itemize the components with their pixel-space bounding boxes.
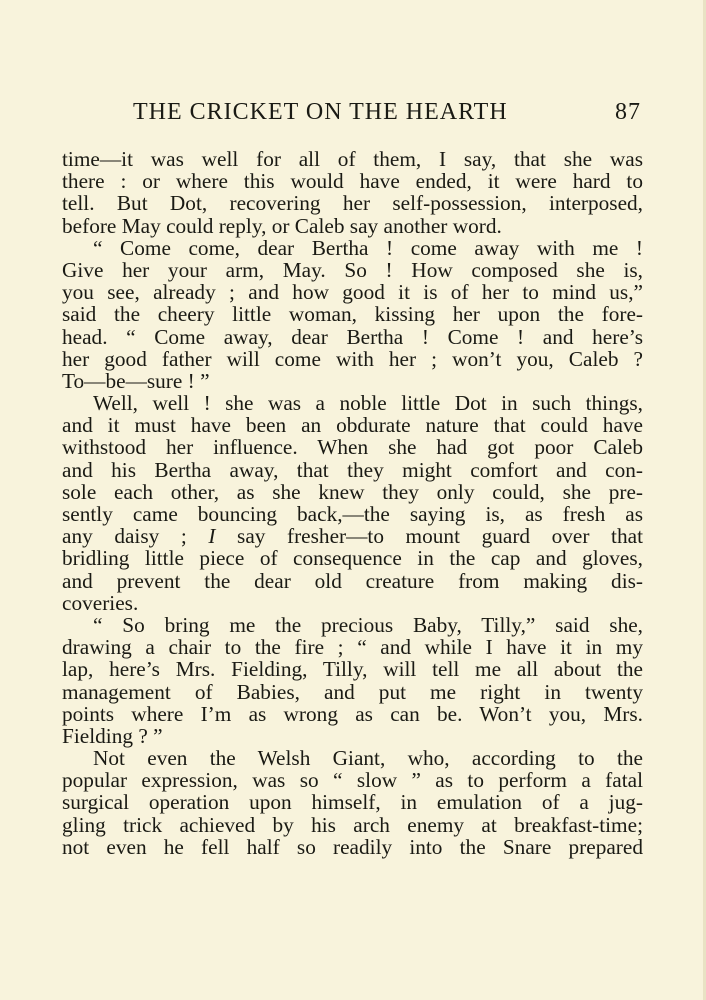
- text-line: Well, well ! she was a noble little Dot in such things,: [93, 391, 643, 416]
- text-line: withstood her influence. When she had got poor Caleb: [62, 435, 643, 460]
- text-line: her good father will come with her ; won’t you, Caleb ?: [62, 346, 643, 371]
- text-line: management of Babies, and put me right in twenty: [62, 679, 643, 704]
- text-line: not even he fell half so readily into the Snare prepared: [62, 834, 643, 859]
- text-line: lap, here’s Mrs. Fielding, Tilly, will tell me all about the: [62, 657, 643, 682]
- text-line: sole each other, as she knew they only could, she pre-: [62, 479, 643, 504]
- text-line: time—it was well for all of them, I say, that she was: [62, 147, 643, 171]
- text-line: and prevent the dear old creature from making dis-: [62, 568, 643, 593]
- text-line: tell. But Dot, recovering her self-possession, interposed,: [62, 191, 643, 216]
- text-line: “ So bring me the precious Baby, Tilly,” said she,: [93, 612, 643, 637]
- text-line: any daisy ; I say fresher—to mount guard over that: [62, 524, 643, 549]
- text-line: you see, already ; and how good it is of her to mind us,”: [62, 280, 643, 305]
- text-line: bridling little piece of consequence in the cap and gloves,: [62, 546, 643, 571]
- text-line: surgical operation upon himself, in emulation of a jug-: [62, 790, 643, 815]
- text-line: coveries.: [62, 590, 139, 615]
- text-line: and it must have been an obdurate nature that could have: [62, 413, 643, 438]
- text-line: said the cheery little woman, kissing her upon the fore-: [62, 302, 643, 327]
- text-line: Give her your arm, May. So ! How composed she is,: [62, 257, 643, 282]
- text-line: sently came bouncing back,—the saying is, as fresh as: [62, 502, 643, 526]
- text-line: “ Come come, dear Bertha ! come away with me !: [93, 235, 643, 260]
- text-line: and his Bertha away, that they might comfort and con-: [62, 457, 643, 482]
- text-line: To—be—sure ! ”: [62, 368, 210, 393]
- text-line: drawing a chair to the fire ; “ and while I have it in my: [62, 635, 643, 660]
- page-number: 87: [615, 99, 641, 125]
- text-line: before May could reply, or Caleb say another word.: [62, 213, 502, 238]
- text-line: head. “ Come away, dear Bertha ! Come ! and here’s: [62, 324, 643, 349]
- text-line: Not even the Welsh Giant, who, according to the: [93, 746, 643, 771]
- text-line: Fielding ? ”: [62, 723, 163, 748]
- body-text: [62, 148, 643, 858]
- text-line: popular expression, was so “ slow ” as to perform a fatal: [62, 768, 643, 793]
- text-line: points where I’m as wrong as can be. Won’t you, Mrs.: [62, 701, 643, 726]
- running-head: [133, 99, 641, 126]
- running-title: THE CRICKET ON THE HEARTH: [133, 99, 508, 125]
- text-line: gling trick achieved by his arch enemy at breakfast-time;: [62, 812, 643, 837]
- text-line: there : or where this would have ended, it were hard to: [62, 169, 643, 194]
